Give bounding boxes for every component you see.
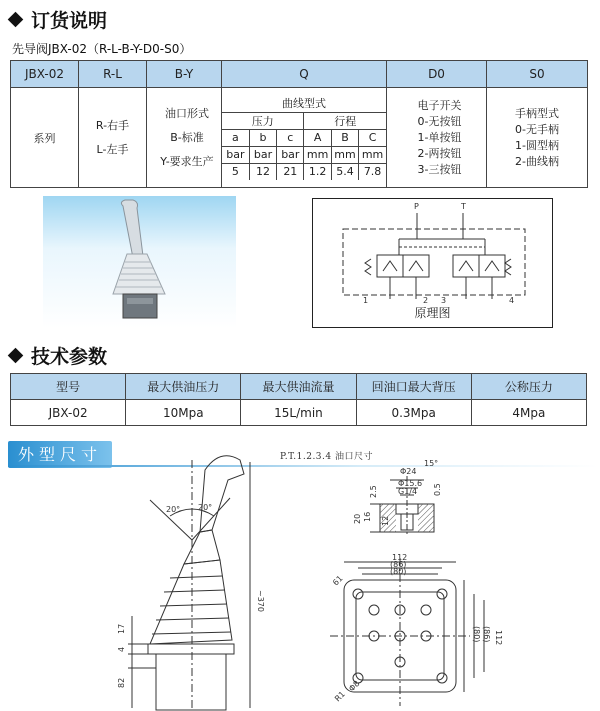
d0-cell	[387, 88, 487, 188]
port-dim-2-5: 2.5	[369, 485, 378, 498]
q-cell	[222, 88, 387, 188]
port-dim-12: 12	[381, 515, 390, 526]
port-dim-15-6: Φ15.6	[398, 479, 423, 488]
d0-title: 电子开关	[417, 98, 462, 112]
param-header: 公称压力	[471, 374, 586, 400]
q-value: 21	[277, 163, 304, 180]
q-letter: B	[331, 129, 358, 146]
flange-dim-61: 61	[331, 573, 345, 588]
ordering-title	[6, 6, 107, 33]
order-table	[10, 60, 588, 188]
q-value: 5.4	[331, 163, 358, 180]
diamond-bullet-icon	[8, 348, 24, 364]
q-unit: mm	[331, 146, 358, 163]
port-dim-20: 20	[353, 513, 362, 524]
param-cell: 15L/min	[241, 400, 356, 426]
q-letter: A	[304, 129, 331, 146]
flange-dim-112-side: 112	[494, 630, 503, 646]
schematic-caption: 原理图	[414, 306, 451, 320]
order-header-d0: D0	[387, 61, 487, 88]
port-size-note: P.T.1.2.3.4 油口尺寸	[280, 452, 373, 462]
schem-label-t: T	[461, 202, 466, 211]
by-standard: B-标准	[170, 130, 204, 144]
q-unit: mm	[304, 146, 331, 163]
d0-option: 0-无按钮	[417, 114, 462, 128]
q-letter: a	[222, 129, 249, 146]
param-header: 最大供油流量	[241, 374, 356, 400]
param-cell: 10Mpa	[126, 400, 241, 426]
schem-label-4: 4	[509, 296, 515, 305]
order-header-s0: S0	[487, 61, 588, 88]
q-value: 5	[222, 163, 249, 180]
ordering-title-text: 订货说明	[31, 10, 108, 32]
by-title: 油口形式	[165, 106, 209, 120]
order-header-series: JBX-02	[11, 61, 79, 88]
flange-dim-80-side: (80)	[472, 626, 481, 643]
q-unit: bar	[249, 146, 276, 163]
outline-title: 外型尺寸	[8, 441, 112, 468]
schem-label-1: 1	[363, 296, 369, 305]
rl-left: L-左手	[96, 142, 129, 156]
side-dim-82: 82	[117, 677, 126, 688]
q-unit: bar	[222, 146, 249, 163]
schem-label-2: 2	[423, 296, 429, 305]
side-view-drawing	[128, 456, 250, 710]
d0-option: 3-三按钮	[417, 162, 462, 176]
side-dim-angle-right: 20°	[198, 503, 213, 512]
rl-right: R-右手	[95, 118, 130, 132]
rl-cell	[79, 88, 147, 188]
q-unit: bar	[277, 146, 304, 163]
order-header-q: Q	[222, 61, 387, 88]
table-row	[11, 400, 587, 426]
schem-label-3: 3	[441, 296, 447, 305]
q-subtable	[222, 95, 386, 180]
model-line: 先导阀JBX-02（R-L-B-Y-D0-S0）	[12, 42, 192, 56]
port-dim-g14: G1/4	[398, 487, 418, 496]
schematic-diagram	[312, 198, 553, 328]
flange-dim-phi8: Φ8	[347, 678, 362, 694]
q-unit: mm	[359, 146, 386, 163]
s0-option: 1-圆型柄	[515, 138, 559, 152]
side-dim-4: 4	[117, 646, 126, 652]
param-table	[10, 373, 587, 426]
param-header: 回油口最大背压	[356, 374, 471, 400]
q-group-pressure: 压力	[222, 112, 304, 129]
d0-option: 2-两按钮	[417, 146, 462, 160]
s0-cell	[487, 88, 588, 188]
q-title: 曲线型式	[222, 95, 386, 112]
param-cell: 0.3Mpa	[356, 400, 471, 426]
q-letter: b	[249, 129, 276, 146]
outline-drawings	[0, 440, 600, 711]
flange-dim-86-side: (86)	[482, 626, 491, 643]
tech-title	[6, 342, 107, 369]
s0-option: 2-曲线柄	[515, 154, 559, 168]
s0-title: 手柄型式	[515, 106, 559, 120]
series-cell: 系列	[11, 88, 79, 188]
flange-dim-112-top: 112	[392, 553, 408, 562]
tech-title-text: 技术参数	[31, 346, 108, 368]
port-dim-16: 16	[363, 511, 372, 522]
by-cell	[147, 88, 222, 188]
flange-dim-86-top: (86)	[390, 560, 407, 569]
d0-option: 1-单按钮	[417, 130, 462, 144]
s0-option: 0-无手柄	[515, 122, 559, 136]
port-dim-0-5: 0.5	[433, 483, 442, 496]
param-header: 最大供油压力	[126, 374, 241, 400]
side-dim-angle-left: 20°	[166, 505, 181, 514]
param-cell: 4Mpa	[471, 400, 586, 426]
joystick-illustration	[43, 196, 236, 328]
flange-dim-r1: R1	[333, 689, 347, 704]
product-photo	[43, 196, 236, 328]
port-dim-24: Φ24	[400, 467, 417, 476]
schem-label-p: P	[414, 202, 419, 211]
by-custom: Y-要求生产	[160, 154, 214, 168]
order-header-by: B-Y	[147, 61, 222, 88]
q-letter: c	[277, 129, 304, 146]
q-value: 7.8	[359, 163, 386, 180]
q-group-stroke: 行程	[304, 112, 386, 129]
side-dim-height: ~370	[256, 590, 265, 612]
q-letter: C	[359, 129, 386, 146]
param-cell: JBX-02	[11, 400, 126, 426]
q-value: 12	[249, 163, 276, 180]
side-dim-17: 17	[117, 623, 126, 634]
q-value: 1.2	[304, 163, 331, 180]
diamond-bullet-icon	[8, 12, 24, 28]
schematic-drawing	[313, 199, 554, 309]
flange-dim-80-top: (80)	[390, 567, 407, 576]
port-dim-15deg: 15°	[424, 459, 439, 468]
order-header-rl: R-L	[79, 61, 147, 88]
param-header: 型号	[11, 374, 126, 400]
